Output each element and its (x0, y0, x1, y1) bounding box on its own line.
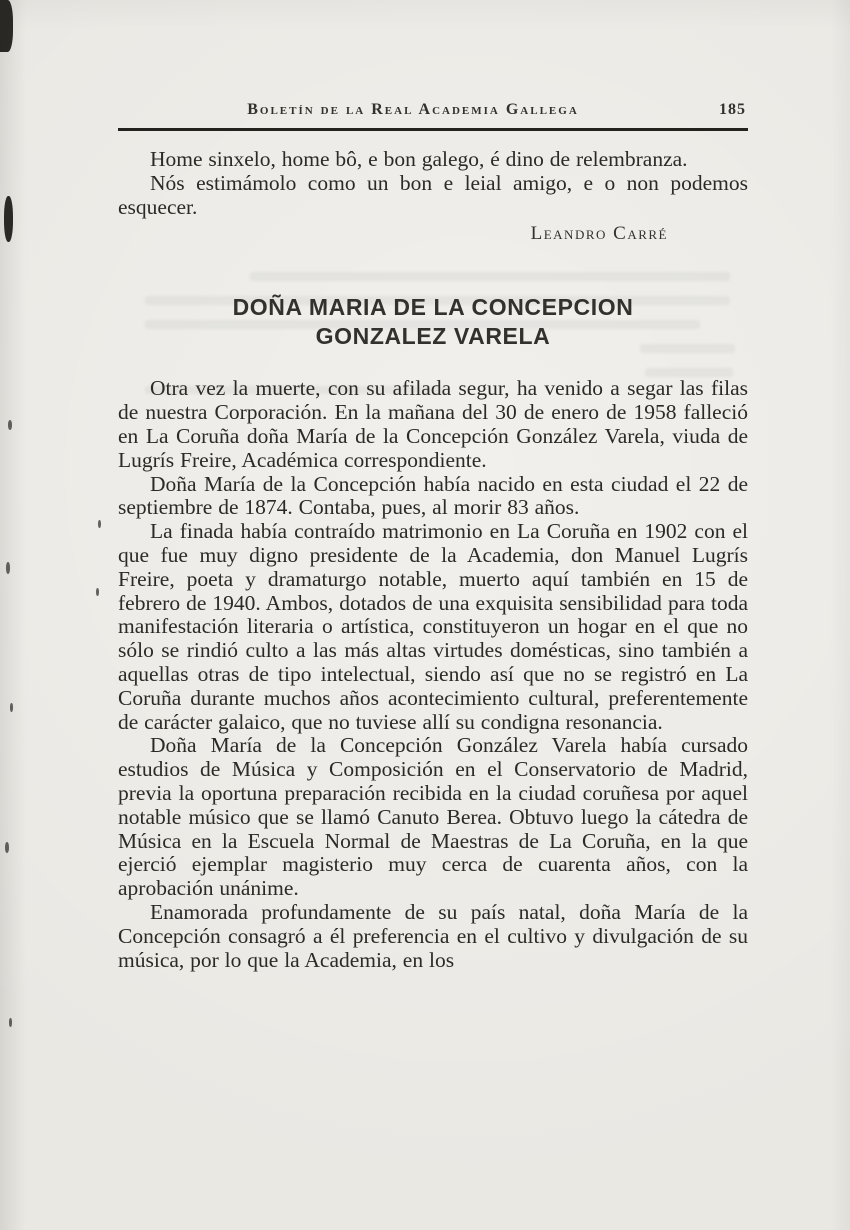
scan-speck (10, 703, 13, 712)
journal-title: Boletín de la Real Academia Gallega (247, 101, 579, 118)
scan-speck (6, 562, 10, 574)
page-number: 185 (719, 101, 746, 118)
header-rule (118, 128, 748, 131)
article-title (118, 293, 748, 351)
article-paragraph: La finada había contraído matrimonio en La Coruña en 1902 con el que fue muy digno presidente de la Academia, don Manuel Lugrís Freire, poeta y dramaturgo notable, muerto aquí también en 15 de febrero de 1940. Ambos, dotados de una exquisita sensibilidad para toda manifestación literaria o artística, constituyeron un hogar en el que no sólo se rindió culto a las más altas virtudes domésticas, sino también a aquellas otras de tipo intelectual, siendo así que no se registró en La Coruña durante muchos años acontecimiento cultural, preferentemente de carácter galaico, que no tuviese allí su condigna resonancia. (118, 519, 748, 734)
article-paragraph: Doña María de la Concepción González Varela había cursado estudios de Música y Composición en el Conservatorio de Madrid, previa la oportuna preparación recibida en la ciudad coruñesa por aquel notable músico que se llamó Canuto Berea. Obtuvo luego la cátedra de Música en la Escuela Normal de Maestras de La Coruña, en la que ejerció ejemplar magisterio muy cerca de cuarenta años, con la aprobación unánime. (118, 733, 748, 901)
scan-speck (98, 520, 101, 528)
scan-artifact (0, 0, 13, 52)
article-paragraph: Doña María de la Concepción había nacido en esta ciudad el 22 de septiembre de 1874. Contaba, pues, al morir 83 años. (118, 471, 748, 520)
scan-speck (8, 420, 12, 430)
scan-artifact (4, 196, 13, 242)
article-title-line1: DOÑA MARIA DE LA CONCEPCION (232, 294, 634, 321)
article-paragraph: Enamorada profundamente de su país natal, doña María de la Concepción consagró a él preferencia en el cultivo y divulgación de su música, por lo que la Academia, en los (118, 899, 748, 972)
scan-speck (5, 842, 9, 853)
running-header (118, 100, 748, 120)
closing-paragraph: Home sinxelo, home bô, e bon galego, é dino de relembranza. (150, 147, 688, 171)
text-column (118, 100, 748, 972)
article-title-line2: GONZALEZ VARELA (315, 323, 551, 350)
scan-speck (96, 588, 99, 596)
closing-paragraph: Nós estimámolo como un bon e leial amigo, e o non podemos esquecer. (118, 170, 748, 219)
article-paragraph: Otra vez la muerte, con su afilada segur, ha venido a segar las filas de nuestra Corporación. En la mañana del 30 de enero de 1958 falleció en La Coruña doña María de la Concepción González Varela, viuda de Lugrís Freire, Académica correspondiente. (118, 376, 748, 472)
author-signature: Leandro Carré (530, 223, 668, 245)
scan-speck (9, 1018, 12, 1027)
